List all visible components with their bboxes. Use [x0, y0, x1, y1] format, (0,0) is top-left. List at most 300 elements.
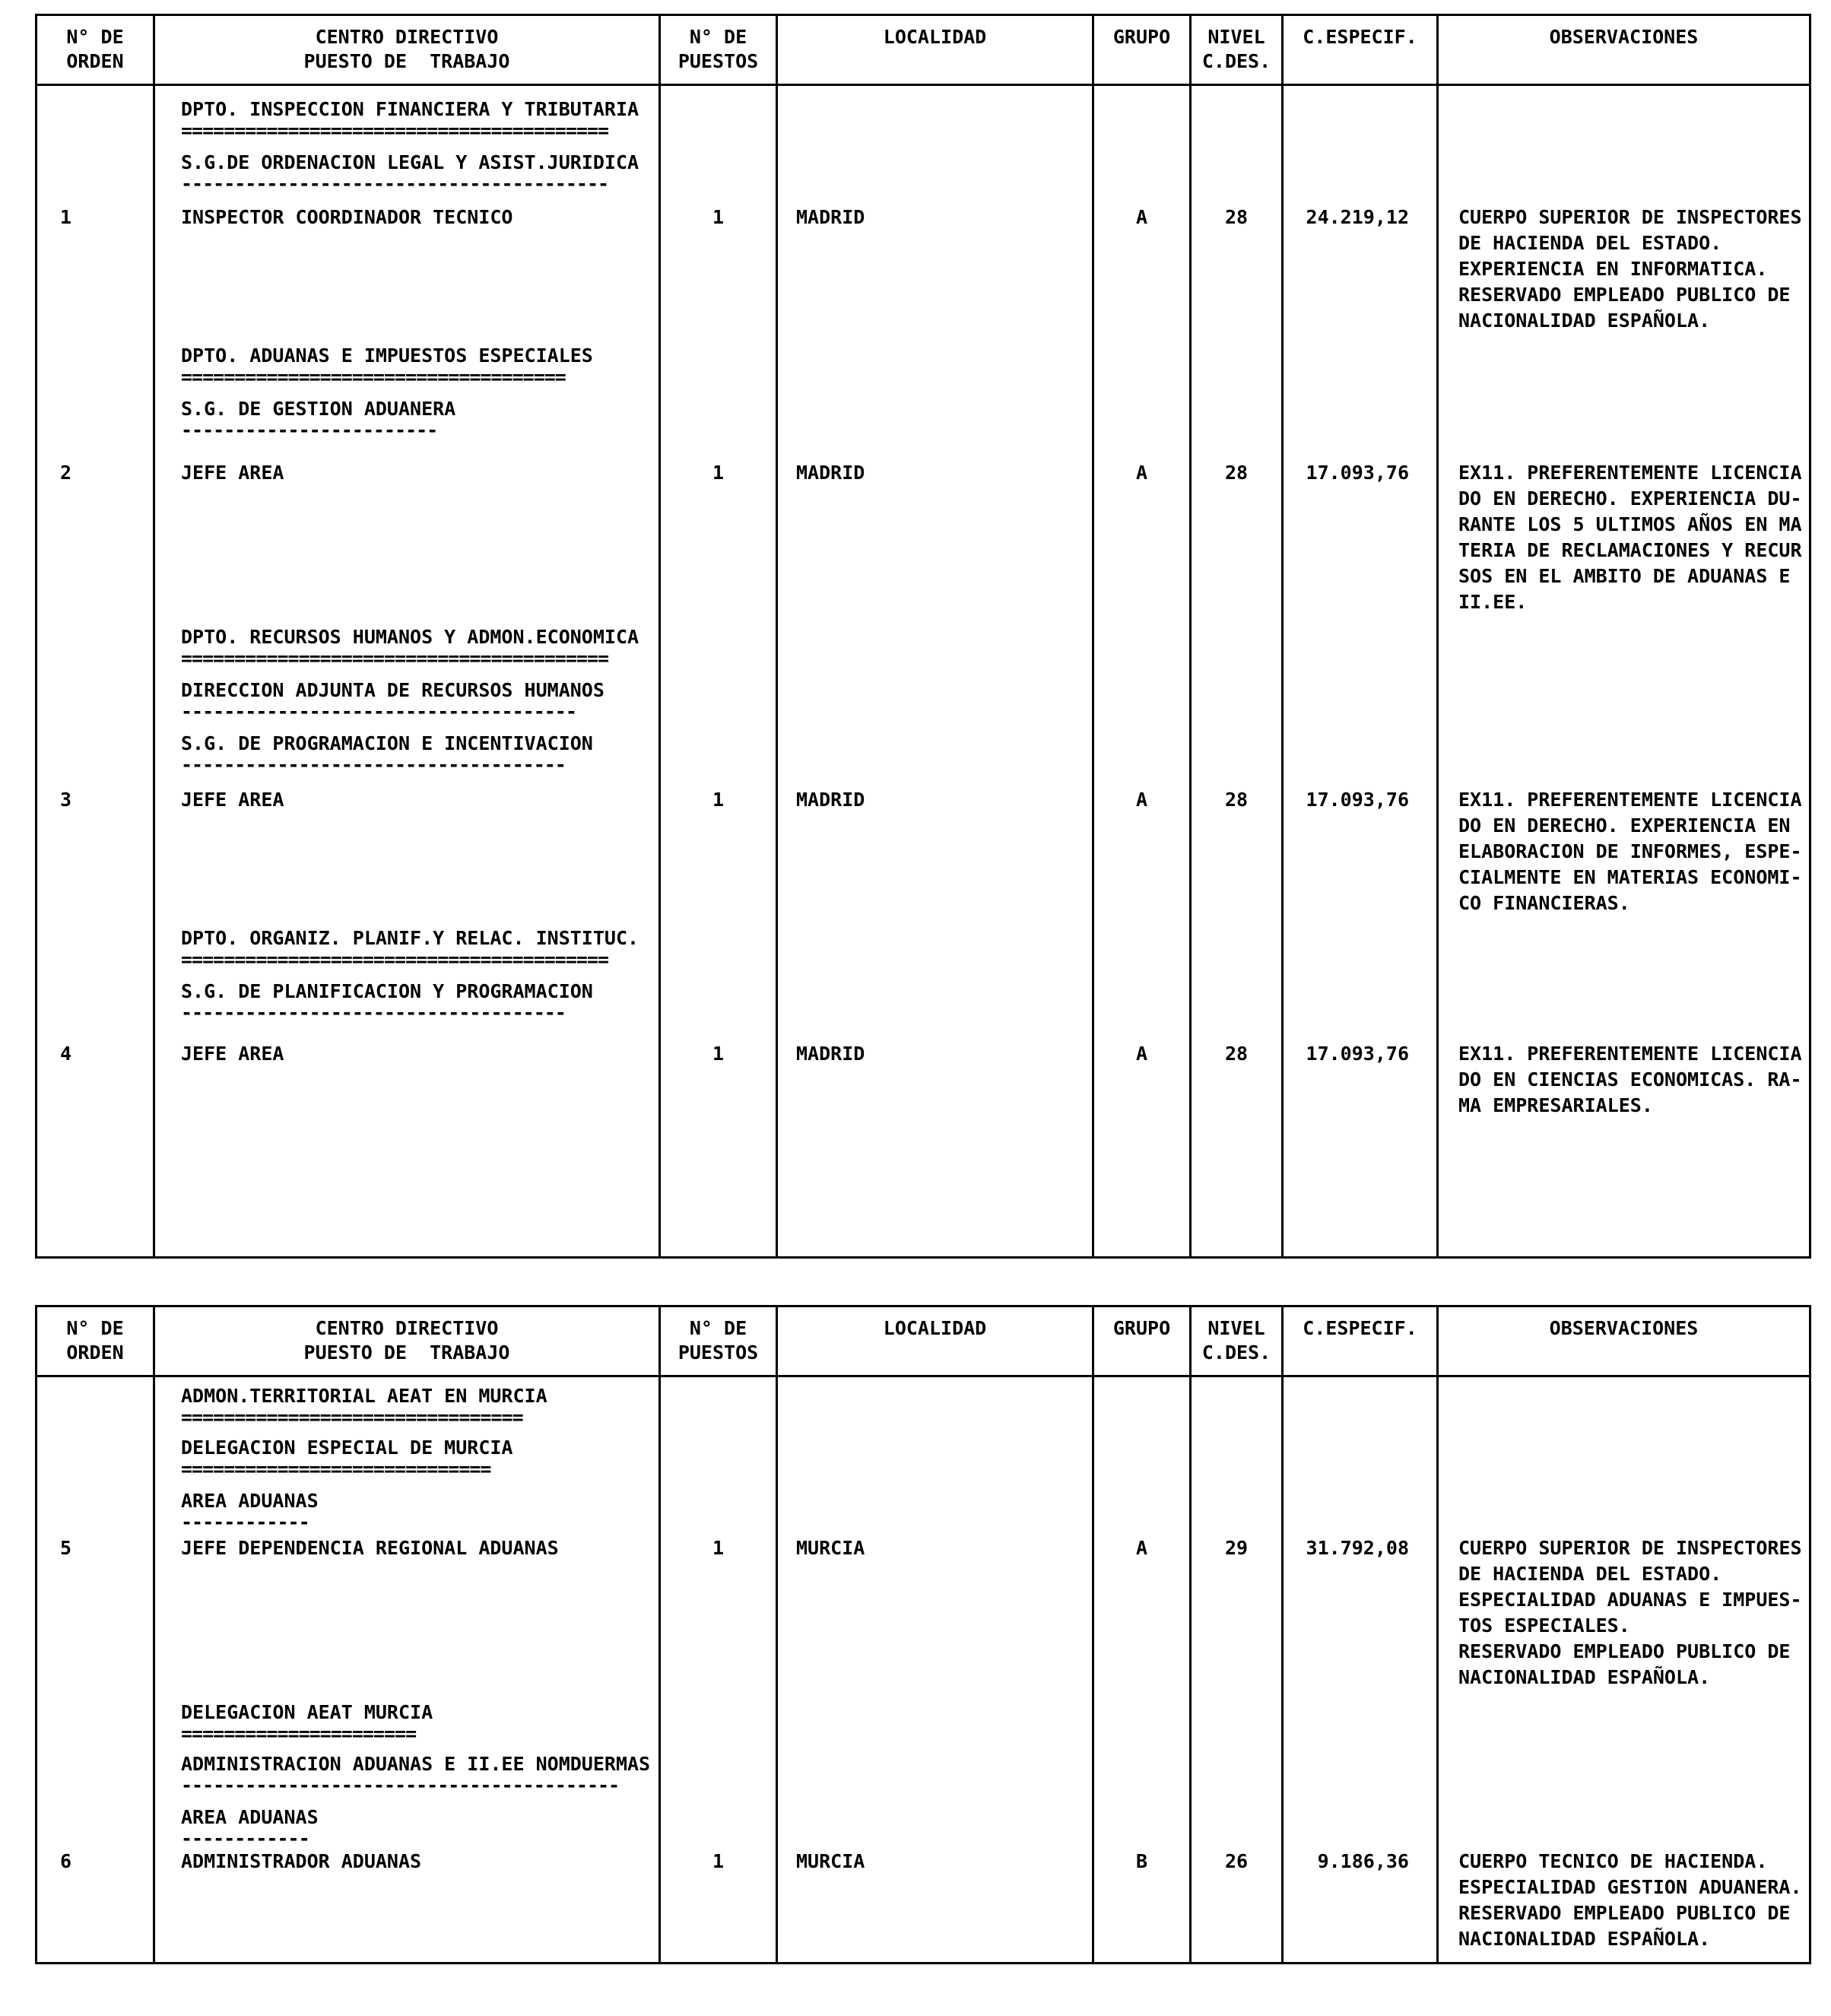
cell: [155, 141, 661, 194]
section-title: S.G. DE PROGRAMACION E INCENTIVACION: [181, 732, 593, 754]
cell: [1192, 1427, 1284, 1479]
section-title: DPTO. RECURSOS HUMANOS Y ADMON.ECONOMICA: [181, 626, 639, 648]
table-header: [37, 1307, 1809, 1377]
section-row: [37, 141, 1809, 194]
cell: [37, 334, 155, 387]
column-header-label: PUESTO DE TRABAJO: [303, 50, 510, 72]
section-row: [37, 970, 1809, 1023]
cell: [1284, 1744, 1439, 1795]
cell: [1284, 194, 1439, 334]
header-cell-orden: [37, 1307, 155, 1375]
cell: [661, 1119, 778, 1256]
cell: [37, 775, 155, 916]
locality: MURCIA: [796, 1537, 865, 1559]
cell: [37, 1795, 155, 1849]
cell: [778, 1849, 1094, 1952]
section-row: [37, 668, 1809, 722]
header-cell-orden: [37, 16, 155, 84]
column-header-label: NIVEL: [1207, 26, 1265, 48]
positions-count: 1: [712, 462, 725, 484]
observations-line: RESERVADO EMPLEADO PUBLICO DE: [1458, 1640, 1791, 1662]
cell: [1439, 916, 1809, 970]
cell: [1284, 1795, 1439, 1849]
cell: [778, 387, 1094, 440]
positions-count: 1: [712, 1537, 725, 1559]
section-underline: -----------------------------------------: [181, 1774, 620, 1795]
spacer-row: [37, 1119, 1809, 1256]
cell: [155, 970, 661, 1023]
observations-line: ELABORACION DE INFORMES, ESPE-: [1458, 840, 1802, 862]
section-underline: ========================================: [181, 948, 609, 970]
table-body: [37, 86, 1809, 1256]
header-cell-grupo: [1094, 1307, 1192, 1375]
cell: [155, 1532, 661, 1691]
section-row: [37, 387, 1809, 440]
cell: [778, 916, 1094, 970]
cell: [37, 1377, 155, 1427]
job-title: INSPECTOR COORDINADOR TECNICO: [181, 206, 513, 228]
observations-line: ESPECIALIDAD ADUANAS E IMPUES-: [1458, 1589, 1802, 1611]
cell: [1439, 334, 1809, 387]
cell: [1284, 722, 1439, 775]
header-cell-puestos: [661, 1307, 778, 1375]
observations-line: RANTE LOS 5 ULTIMOS AÑOS EN MA: [1458, 513, 1802, 535]
column-header-label: OBSERVACIONES: [1549, 1317, 1699, 1339]
cell: [661, 1479, 778, 1532]
cell: [1439, 1744, 1809, 1795]
observations-line: DE HACIENDA DEL ESTADO.: [1458, 1563, 1722, 1585]
cell: [37, 916, 155, 970]
cell: [1284, 775, 1439, 916]
cell: [1284, 1119, 1439, 1256]
section-row: [37, 1479, 1809, 1532]
observations-line: DE HACIENDA DEL ESTADO.: [1458, 232, 1722, 254]
column-header-label: PUESTOS: [678, 50, 759, 72]
cell: [778, 440, 1094, 615]
cell: [37, 1532, 155, 1691]
cell: [1284, 387, 1439, 440]
section-underline: -------------------------------------: [181, 700, 576, 722]
section-underline: ================================: [181, 1406, 523, 1427]
level-value: 28: [1224, 462, 1249, 484]
cell: [1094, 1119, 1192, 1256]
cell: [778, 1744, 1094, 1795]
cell: [1439, 1849, 1809, 1952]
cell: [661, 1952, 778, 1962]
cell: [1192, 86, 1284, 141]
cell: [37, 141, 155, 194]
cell: [1192, 615, 1284, 668]
header-cell-especif: [1284, 16, 1439, 84]
cell: [1094, 1849, 1192, 1952]
cell: [155, 1744, 661, 1795]
header-cell-localidad: [778, 16, 1094, 84]
cell: [1284, 334, 1439, 387]
specific-complement: 17.093,76: [1306, 1043, 1409, 1065]
column-header-label: GRUPO: [1112, 1317, 1171, 1339]
cell: [155, 1119, 661, 1256]
cell: [155, 1377, 661, 1427]
observations-line: RESERVADO EMPLEADO PUBLICO DE: [1458, 1902, 1791, 1924]
cell: [1439, 1795, 1809, 1849]
cell: [661, 194, 778, 334]
header-cell-nivel: [1192, 16, 1284, 84]
column-header-label: LOCALIDAD: [883, 1317, 987, 1339]
header-cell-observaciones: [1439, 1307, 1809, 1375]
job-title: JEFE AREA: [181, 462, 284, 484]
cell: [778, 86, 1094, 141]
cell: [155, 668, 661, 722]
cell: [155, 1023, 661, 1119]
order-number: 6: [60, 1850, 72, 1872]
observations-line: CUERPO SUPERIOR DE INSPECTORES: [1458, 206, 1802, 228]
cell: [1094, 722, 1192, 775]
observations-line: MA EMPRESARIALES.: [1458, 1094, 1653, 1116]
cell: [37, 668, 155, 722]
cell: [155, 334, 661, 387]
cell: [661, 970, 778, 1023]
cell: [155, 387, 661, 440]
section-underline: ====================================: [181, 366, 566, 387]
column-header-label: N° DE: [66, 26, 124, 48]
observations-line: TERIA DE RECLAMACIONES Y RECUR: [1458, 539, 1802, 561]
section-title: S.G. DE GESTION ADUANERA: [181, 398, 456, 420]
positions-count: 1: [712, 1043, 725, 1065]
observations-line: EX11. PREFERENTEMENTE LICENCIA: [1458, 462, 1802, 484]
vacancies-table-2: [35, 1305, 1811, 1964]
cell: [1439, 1691, 1809, 1744]
column-header-label: GRUPO: [1112, 26, 1171, 48]
table-body: [37, 1377, 1809, 1962]
section-row: [37, 722, 1809, 775]
cell: [1192, 1479, 1284, 1532]
cell: [1284, 1023, 1439, 1119]
cell: [1439, 722, 1809, 775]
cell: [778, 1532, 1094, 1691]
cell: [778, 668, 1094, 722]
cell: [155, 194, 661, 334]
group-value: A: [1135, 1537, 1148, 1559]
cell: [1094, 1795, 1192, 1849]
cell: [155, 615, 661, 668]
cell: [155, 916, 661, 970]
column-header-label: C.ESPECIF.: [1303, 1317, 1417, 1339]
column-header-label: ORDEN: [66, 50, 124, 72]
cell: [1284, 1377, 1439, 1427]
cell: [155, 722, 661, 775]
cell: [37, 440, 155, 615]
cell: [1439, 1427, 1809, 1479]
positions-count: 1: [712, 1850, 725, 1872]
header-cell-puesto: [155, 1307, 661, 1375]
cell: [1094, 615, 1192, 668]
section-row: [37, 86, 1809, 141]
section-underline: ------------: [181, 1827, 309, 1849]
observations-line: EX11. PREFERENTEMENTE LICENCIA: [1458, 789, 1802, 811]
header-cell-nivel: [1192, 1307, 1284, 1375]
cell: [1192, 1119, 1284, 1256]
level-value: 28: [1224, 789, 1249, 811]
cell: [1192, 194, 1284, 334]
observations-line: NACIONALIDAD ESPAÑOLA.: [1458, 310, 1711, 332]
group-value: B: [1135, 1850, 1148, 1872]
cell: [37, 194, 155, 334]
cell: [1439, 440, 1809, 615]
cell: [37, 86, 155, 141]
level-value: 28: [1224, 206, 1249, 228]
cell: [778, 194, 1094, 334]
cell: [1094, 1479, 1192, 1532]
observations-line: II.EE.: [1458, 591, 1528, 613]
cell: [37, 1427, 155, 1479]
cell: [1094, 141, 1192, 194]
cell: [661, 440, 778, 615]
cell: [1094, 916, 1192, 970]
cell: [37, 722, 155, 775]
cell: [1094, 1952, 1192, 1962]
section-underline: =============================: [181, 1458, 491, 1479]
column-header-label: C.ESPECIF.: [1303, 26, 1417, 48]
cell: [1439, 1377, 1809, 1427]
cell: [1192, 334, 1284, 387]
table-row: [37, 775, 1809, 916]
locality: MADRID: [796, 206, 865, 228]
cell: [661, 141, 778, 194]
cell: [1284, 970, 1439, 1023]
cell: [1284, 1479, 1439, 1532]
section-title: DPTO. ADUANAS E IMPUESTOS ESPECIALES: [181, 344, 593, 367]
cell: [155, 1691, 661, 1744]
observations-line: SOS EN EL AMBITO DE ADUANAS E: [1458, 565, 1791, 587]
specific-complement: 24.219,12: [1306, 206, 1409, 228]
cell: [661, 334, 778, 387]
cell: [1094, 1691, 1192, 1744]
cell: [1192, 970, 1284, 1023]
header-cell-observaciones: [1439, 16, 1809, 84]
table-header: [37, 16, 1809, 86]
cell: [1094, 1023, 1192, 1119]
table-row: [37, 194, 1809, 334]
cell: [1094, 1744, 1192, 1795]
cell: [1439, 141, 1809, 194]
section-title: DELEGACION ESPECIAL DE MURCIA: [181, 1437, 513, 1459]
section-title: DPTO. INSPECCION FINANCIERA Y TRIBUTARIA: [181, 98, 639, 120]
cell: [778, 1795, 1094, 1849]
cell: [1439, 1023, 1809, 1119]
level-value: 29: [1224, 1537, 1249, 1559]
cell: [1192, 387, 1284, 440]
cell: [661, 1023, 778, 1119]
observations-line: NACIONALIDAD ESPAÑOLA.: [1458, 1928, 1711, 1950]
header-cell-puestos: [661, 16, 778, 84]
observations-line: ESPECIALIDAD GESTION ADUANERA.: [1458, 1876, 1802, 1898]
level-value: 26: [1224, 1850, 1249, 1872]
column-header-label: CENTRO DIRECTIVO: [315, 26, 499, 48]
cell: [37, 615, 155, 668]
cell: [661, 1744, 778, 1795]
cell: [661, 1532, 778, 1691]
cell: [1192, 141, 1284, 194]
order-number: 4: [60, 1043, 72, 1065]
cell: [155, 1849, 661, 1952]
cell: [661, 1795, 778, 1849]
cell: [661, 916, 778, 970]
header-cell-especif: [1284, 1307, 1439, 1375]
section-row: [37, 615, 1809, 668]
cell: [778, 1427, 1094, 1479]
section-underline: ------------------------------------: [181, 1002, 566, 1023]
positions-count: 1: [712, 789, 725, 811]
observations-line: CUERPO TECNICO DE HACIENDA.: [1458, 1850, 1768, 1872]
cell: [778, 970, 1094, 1023]
column-header-label: N° DE: [689, 1317, 747, 1339]
observations-line: RESERVADO EMPLEADO PUBLICO DE: [1458, 284, 1791, 306]
section-title: DIRECCION ADJUNTA DE RECURSOS HUMANOS: [181, 679, 605, 701]
observations-line: TOS ESPECIALES.: [1458, 1614, 1630, 1637]
level-value: 28: [1224, 1043, 1249, 1065]
cell: [1439, 1119, 1809, 1256]
cell: [155, 440, 661, 615]
header-cell-puesto: [155, 16, 661, 84]
cell: [1192, 1952, 1284, 1962]
observations-line: CO FINANCIERAS.: [1458, 892, 1630, 914]
job-title: JEFE AREA: [181, 789, 284, 811]
cell: [1192, 775, 1284, 916]
specific-complement: 9.186,36: [1317, 1850, 1409, 1872]
cell: [778, 1952, 1094, 1962]
cell: [1192, 1795, 1284, 1849]
cell: [1284, 1691, 1439, 1744]
cell: [661, 1849, 778, 1952]
column-header-label: OBSERVACIONES: [1549, 26, 1699, 48]
table-row: [37, 1532, 1809, 1691]
order-number: 1: [60, 206, 72, 228]
order-number: 3: [60, 789, 72, 811]
specific-complement: 31.792,08: [1306, 1537, 1409, 1559]
column-header-label: N° DE: [689, 26, 747, 48]
section-row: [37, 334, 1809, 387]
cell: [1094, 668, 1192, 722]
cell: [778, 615, 1094, 668]
cell: [778, 141, 1094, 194]
cell: [37, 1479, 155, 1532]
cell: [1192, 440, 1284, 615]
cell: [1439, 86, 1809, 141]
cell: [661, 615, 778, 668]
section-row: [37, 1795, 1809, 1849]
section-underline: ========================================: [181, 119, 609, 141]
cell: [1439, 1532, 1809, 1691]
column-header-label: PUESTO DE TRABAJO: [303, 1341, 510, 1364]
cell: [155, 1479, 661, 1532]
cell: [661, 387, 778, 440]
cell: [37, 1952, 155, 1962]
section-title: AREA ADUANAS: [181, 1806, 319, 1828]
cell: [1192, 1023, 1284, 1119]
cell: [1094, 86, 1192, 141]
column-header-label: C.DES.: [1201, 50, 1271, 72]
cell: [661, 86, 778, 141]
order-number: 5: [60, 1537, 72, 1559]
observations-line: NACIONALIDAD ESPAÑOLA.: [1458, 1666, 1711, 1688]
cell: [37, 970, 155, 1023]
cell: [1439, 194, 1809, 334]
cell: [1094, 970, 1192, 1023]
cell: [1192, 1744, 1284, 1795]
section-title: DPTO. ORGANIZ. PLANIF.Y RELAC. INSTITUC.: [181, 927, 639, 949]
cell: [1094, 440, 1192, 615]
cell: [1284, 141, 1439, 194]
column-header-label: CENTRO DIRECTIVO: [315, 1317, 499, 1339]
order-number: 2: [60, 462, 72, 484]
cell: [778, 1023, 1094, 1119]
observations-line: CIALMENTE EN MATERIAS ECONOMI-: [1458, 866, 1802, 888]
section-underline: ------------------------: [181, 419, 438, 440]
group-value: A: [1135, 206, 1148, 228]
section-underline: ========================================: [181, 647, 609, 668]
locality: MADRID: [796, 789, 865, 811]
cell: [661, 1377, 778, 1427]
cell: [1284, 615, 1439, 668]
cell: [661, 1427, 778, 1479]
table-row: [37, 1023, 1809, 1119]
cell: [1192, 1532, 1284, 1691]
cell: [1439, 970, 1809, 1023]
section-title: AREA ADUANAS: [181, 1490, 319, 1512]
cell: [1192, 1377, 1284, 1427]
section-underline: ------------: [181, 1511, 309, 1532]
cell: [1094, 1377, 1192, 1427]
cell: [37, 1849, 155, 1952]
cell: [155, 86, 661, 141]
cell: [1094, 194, 1192, 334]
cell: [778, 775, 1094, 916]
section-row: [37, 916, 1809, 970]
cell: [778, 1119, 1094, 1256]
cell: [1192, 668, 1284, 722]
group-value: A: [1135, 789, 1148, 811]
cell: [661, 722, 778, 775]
cell: [155, 1795, 661, 1849]
job-title: JEFE AREA: [181, 1043, 284, 1065]
cell: [778, 722, 1094, 775]
cell: [1192, 1691, 1284, 1744]
cell: [155, 775, 661, 916]
column-header-label: LOCALIDAD: [883, 26, 987, 48]
specific-complement: 17.093,76: [1306, 789, 1409, 811]
column-header-label: ORDEN: [66, 1341, 124, 1364]
observations-line: EX11. PREFERENTEMENTE LICENCIA: [1458, 1043, 1802, 1065]
observations-line: DO EN CIENCIAS ECONOMICAS. RA-: [1458, 1068, 1802, 1091]
cell: [1284, 668, 1439, 722]
header-cell-localidad: [778, 1307, 1094, 1375]
cell: [1439, 775, 1809, 916]
cell: [1094, 334, 1192, 387]
cell: [1439, 615, 1809, 668]
cell: [778, 1691, 1094, 1744]
cell: [1284, 916, 1439, 970]
spacer-row: [37, 1952, 1809, 1962]
cell: [37, 1691, 155, 1744]
cell: [1284, 440, 1439, 615]
section-title: ADMON.TERRITORIAL AEAT EN MURCIA: [181, 1385, 547, 1407]
locality: MADRID: [796, 462, 865, 484]
cell: [1284, 1952, 1439, 1962]
table-row: [37, 440, 1809, 615]
cell: [155, 1427, 661, 1479]
cell: [1284, 1427, 1439, 1479]
cell: [661, 668, 778, 722]
